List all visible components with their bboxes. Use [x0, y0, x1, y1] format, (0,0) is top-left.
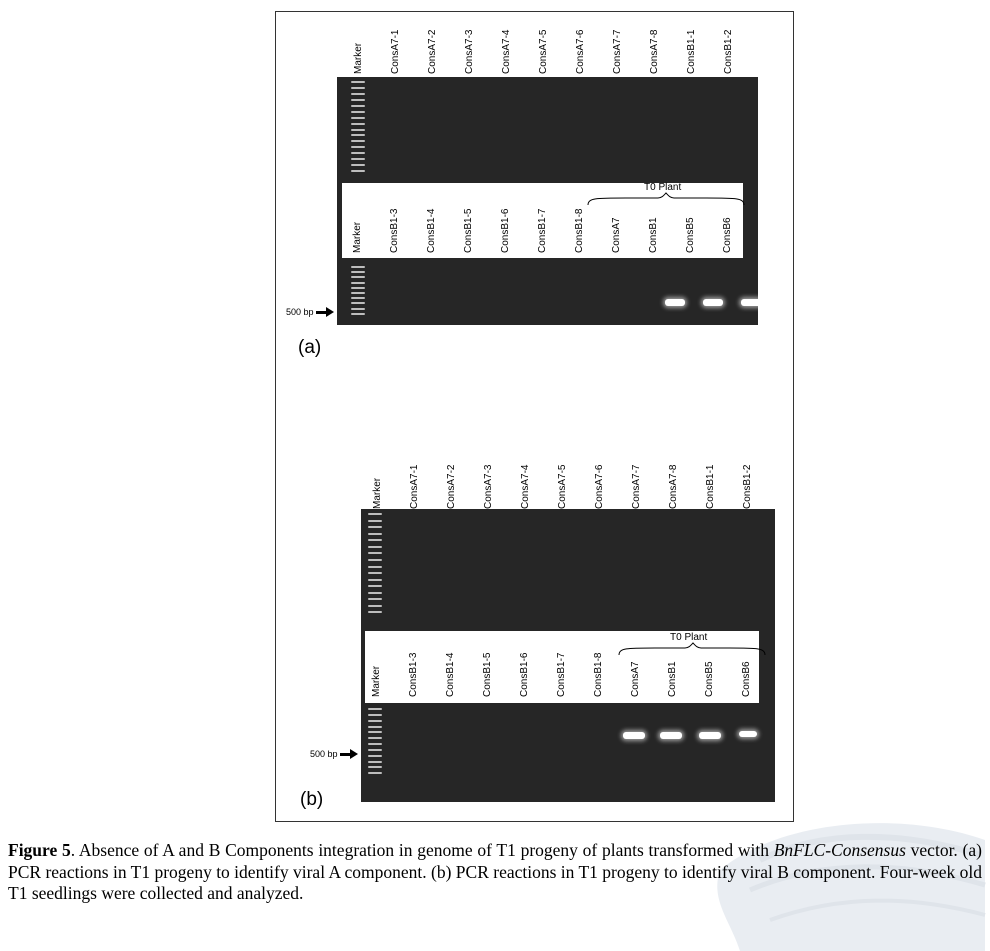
ladder-band [368, 572, 382, 574]
ladder-band [368, 533, 382, 535]
lane-label: ConsB1-8 [593, 652, 604, 697]
caption-text-part1: . Absence of A and B Components integration in genome of T1 progeny of plants transformed with [70, 840, 774, 860]
ladder-band [368, 513, 382, 515]
lane-label-marker: Marker [371, 665, 382, 697]
ladder-band [368, 546, 382, 548]
ladder-band [351, 105, 365, 107]
ladder-band [368, 611, 382, 613]
lane-label: ConsB1-2 [742, 464, 753, 509]
t0-bracket [617, 642, 767, 656]
lane-label: ConsB1-2 [723, 29, 734, 74]
ladder-band [351, 123, 365, 125]
pcr-band-consa7 [623, 732, 645, 739]
ladder-band [351, 313, 365, 315]
lane-label: ConsB1 [648, 217, 659, 253]
lane-label: ConsA7-5 [538, 29, 549, 74]
pcr-band-consb1 [703, 299, 723, 306]
pcr-band-consb6 [739, 731, 757, 737]
ladder-band [368, 731, 382, 733]
ladder-band [368, 539, 382, 541]
ladder-band [351, 146, 365, 148]
marker-ladder [366, 704, 384, 779]
ladder-band [351, 266, 365, 268]
ladder-band [351, 99, 365, 101]
marker-ladder [366, 509, 384, 624]
ladder-band [368, 552, 382, 554]
ladder-band [368, 579, 382, 581]
lane-label: ConsB6 [722, 217, 733, 253]
size-marker-label: 500 bp [310, 749, 338, 759]
pcr-band-consb1 [660, 732, 682, 739]
lane-label: ConsA7-4 [501, 29, 512, 74]
panel-b-inner-label-box [365, 631, 759, 703]
ladder-band [368, 737, 382, 739]
size-marker-500bp [310, 749, 358, 759]
lane-label: ConsA7-1 [390, 29, 401, 74]
lane-label: ConsA7-7 [612, 29, 623, 74]
ladder-band [368, 598, 382, 600]
ladder-band [368, 720, 382, 722]
size-marker-label: 500 bp [286, 307, 314, 317]
t0-plant-label: T0 Plant [670, 632, 708, 643]
ladder-band [351, 140, 365, 142]
lane-label: ConsA7-4 [520, 464, 531, 509]
ladder-band [368, 605, 382, 607]
panel-a [276, 12, 793, 392]
lane-label-marker: Marker [352, 221, 363, 253]
lane-label: ConsA7-3 [483, 464, 494, 509]
ladder-band [351, 287, 365, 289]
ladder-band [351, 152, 365, 154]
marker-ladder [349, 77, 367, 187]
lane-label: ConsB1-1 [705, 464, 716, 509]
ladder-band [368, 755, 382, 757]
ladder-band [351, 276, 365, 278]
figure-label: Figure 5 [8, 840, 71, 860]
ladder-band [351, 93, 365, 95]
lane-label: ConsB1-7 [537, 208, 548, 253]
lane-label: ConsB1 [667, 661, 678, 697]
lane-label: ConsA7-6 [575, 29, 586, 74]
ladder-band [368, 749, 382, 751]
lane-label: ConsB1-1 [686, 29, 697, 74]
lane-label: ConsB5 [685, 217, 696, 253]
ladder-band [368, 708, 382, 710]
arrow-right-icon [340, 753, 350, 756]
pcr-band-consb5 [699, 732, 721, 739]
vector-name: BnFLC-Consensus [773, 840, 906, 860]
lane-label: ConsB1-5 [482, 652, 493, 697]
lane-label: ConsA7-6 [594, 464, 605, 509]
lane-label: ConsA7 [630, 661, 641, 697]
lane-label: ConsA7-5 [557, 464, 568, 509]
lane-label: ConsA7-8 [668, 464, 679, 509]
panel-b-letter: (b) [300, 789, 324, 810]
lane-label: ConsB1-4 [445, 652, 456, 697]
panel-b-gel [361, 509, 775, 802]
ladder-band [368, 526, 382, 528]
ladder-band [351, 292, 365, 294]
lane-label: ConsA7-3 [464, 29, 475, 74]
ladder-band [351, 158, 365, 160]
lane-label: ConsB1-4 [426, 208, 437, 253]
panel-a-letter: (a) [298, 337, 322, 358]
ladder-band [351, 164, 365, 166]
size-marker-500bp [286, 307, 334, 317]
ladder-band [351, 302, 365, 304]
ladder-band [368, 766, 382, 768]
lane-label: ConsA7-2 [427, 29, 438, 74]
t0-plant-label: T0 Plant [644, 182, 682, 193]
ladder-band [351, 129, 365, 131]
ladder-band [351, 170, 365, 172]
lane-label: ConsB1-3 [389, 208, 400, 253]
lane-label: ConsB1-3 [408, 652, 419, 697]
ladder-band [368, 520, 382, 522]
lane-label: ConsB1-6 [500, 208, 511, 253]
ladder-band [368, 714, 382, 716]
ladder-band [351, 111, 365, 113]
arrow-right-icon [316, 311, 326, 314]
ladder-band [351, 81, 365, 83]
lane-label: ConsB6 [741, 661, 752, 697]
lane-label: ConsA7-2 [446, 464, 457, 509]
lane-label: ConsA7 [611, 217, 622, 253]
ladder-band [351, 134, 365, 136]
marker-ladder [349, 262, 367, 322]
lane-label: ConsA7-1 [409, 464, 420, 509]
ladder-band [368, 743, 382, 745]
ladder-band [368, 585, 382, 587]
figure-caption [8, 840, 982, 905]
ladder-band [368, 559, 382, 561]
ladder-band [368, 772, 382, 774]
lane-label-marker: Marker [353, 42, 364, 74]
ladder-band [351, 308, 365, 310]
ladder-band [368, 566, 382, 568]
ladder-band [351, 117, 365, 119]
ladder-band [368, 761, 382, 763]
t0-bracket [586, 192, 746, 206]
caption-text-part2: vector. (a) PCR reactions in T1 progeny to identify viral A component. (b) PCR reactions in T1 progeny to identify viral B component. Four-week old T1 seedlings were collected and analyzed. [8, 840, 982, 903]
lane-label: ConsA7-7 [631, 464, 642, 509]
lane-label: ConsB1-7 [556, 652, 567, 697]
panel-b [276, 412, 793, 822]
ladder-band [351, 282, 365, 284]
ladder-band [368, 726, 382, 728]
lane-label-marker: Marker [372, 477, 383, 509]
lane-label: ConsB1-6 [519, 652, 530, 697]
panel-a-inner-label-box [342, 183, 743, 258]
lane-label: ConsB1-8 [574, 208, 585, 253]
pcr-band-consb5 [741, 299, 758, 306]
panel-a-gel [337, 77, 758, 325]
lane-label: ConsB5 [704, 661, 715, 697]
ladder-band [351, 297, 365, 299]
lane-label: ConsA7-8 [649, 29, 660, 74]
lane-label: ConsB1-5 [463, 208, 474, 253]
ladder-band [368, 592, 382, 594]
figure-frame [275, 11, 794, 822]
ladder-band [351, 271, 365, 273]
pcr-band-consa7 [665, 299, 685, 306]
ladder-band [351, 87, 365, 89]
